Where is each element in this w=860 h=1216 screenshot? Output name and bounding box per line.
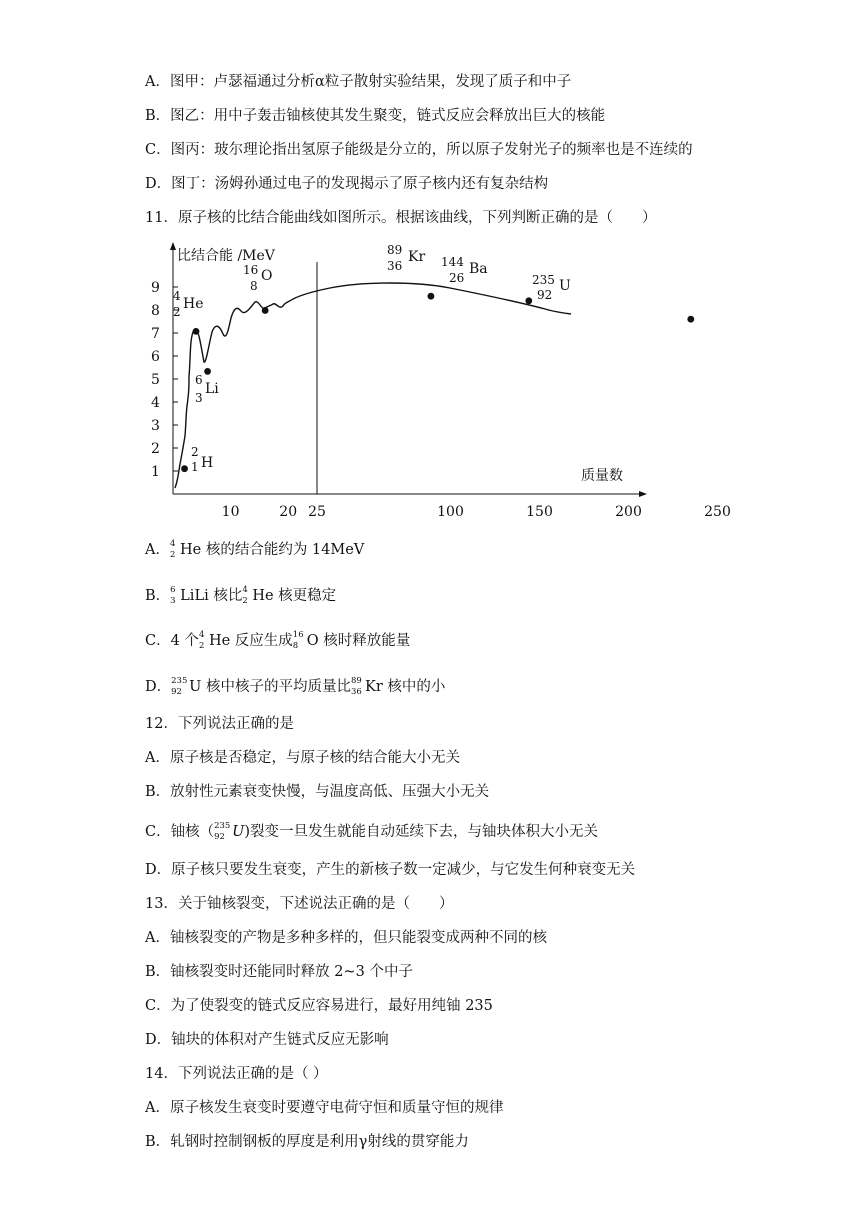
label-h-mass: 2	[191, 445, 199, 459]
q10-option-c: C．图丙：玻尔理论指出氢原子能级是分立的，所以原子发射光子的频率也是不连续的	[145, 142, 693, 158]
he-nuclide	[199, 631, 209, 651]
data-point-he	[193, 328, 200, 335]
q11-d-mid: U 核中核子的平均质量比	[189, 679, 351, 695]
u-atomic-number: 92	[214, 832, 225, 842]
q11-c-prefix: C．4 个	[145, 633, 199, 649]
data-point-ba	[525, 297, 532, 304]
label-he-symbol: He	[183, 296, 204, 312]
label-u-symbol: U	[559, 278, 571, 294]
he-nuclide	[242, 586, 252, 606]
data-point-h	[181, 465, 188, 472]
q11-b-mid: Li 核比	[194, 588, 243, 604]
q12-option-c	[145, 822, 598, 842]
q11-b-text: He 核更稳定	[252, 588, 337, 604]
data-point-o	[262, 307, 269, 314]
label-ba-charge: 26	[449, 271, 465, 285]
label-ba-mass: 144	[441, 255, 464, 269]
label-li-mass: 6	[195, 373, 203, 387]
y-tick-label: 1	[151, 464, 160, 480]
q13-option-b: B．铀核裂变时还能同时释放 2~3 个中子	[145, 964, 413, 980]
x-tick-label: 10	[221, 504, 240, 520]
q11-d-text: Kr 核中的小	[364, 679, 446, 695]
q11-a-text: He 核的结合能约为 14MeV	[179, 542, 365, 558]
data-point-li	[204, 368, 211, 375]
label-u-mass: 235	[532, 273, 555, 287]
point-labels	[173, 243, 571, 474]
x-tick-label: 200	[615, 504, 642, 520]
q13-option-a: A．铀核裂变的产物是多种多样的，但只能裂变成两种不同的核	[145, 930, 547, 946]
q11-c-text: O 核时释放能量	[306, 633, 411, 649]
u-mass-number: 235	[214, 821, 231, 831]
q13-stem: 13．关于铀核裂变，下述说法正确的是（ ）	[145, 896, 454, 912]
q12-option-b: B．放射性元素衰变快慢，与温度高低、压强大小无关	[145, 784, 490, 800]
q14-option-a: A．原子核发生衰变时要遵守电荷守恒和质量守恒的规律	[145, 1100, 504, 1116]
q10-option-b: B．图乙：用中子轰击铀核使其发生聚变，链式反应会释放出巨大的核能	[145, 108, 606, 124]
q11-option-b	[145, 586, 336, 606]
label-li-symbol: Li	[205, 381, 219, 397]
data-point-kr	[428, 293, 435, 300]
x-axis-label: 质量数	[581, 468, 623, 484]
label-h-symbol: H	[201, 455, 214, 471]
label-he-charge: 2	[173, 305, 181, 319]
chart-axes	[170, 242, 647, 497]
q12-option-a: A．原子核是否稳定，与原子核的结合能大小无关	[145, 750, 460, 766]
q10-option-a: A．图甲：卢瑟福通过分析α粒子散射实验结果，发现了质子和中子	[145, 74, 572, 90]
y-tick-label: 7	[151, 326, 160, 342]
he-nuclide	[170, 540, 180, 560]
data-points	[181, 293, 694, 472]
q13-option-d: D．铀块的体积对产生链式反应无影响	[145, 1032, 389, 1048]
q11-d-prefix: D．	[145, 679, 172, 695]
he-mass-number: 4	[242, 585, 248, 595]
x-tick-label: 20	[279, 504, 298, 520]
q10-option-d: D．图丁：汤姆孙通过电子的发现揭示了原子核内还有复杂结构	[145, 176, 549, 192]
li-nuclide	[170, 586, 180, 606]
label-kr-symbol: Kr	[408, 249, 426, 265]
y-tick-label: 8	[151, 303, 160, 319]
he-mass-number: 4	[169, 539, 176, 549]
x-tick-label: 250	[704, 504, 731, 520]
x-tick-label: 100	[437, 504, 464, 520]
o-atomic-number: 8	[292, 641, 299, 651]
label-li-charge: 3	[195, 391, 203, 405]
y-tick-label: 2	[151, 441, 160, 457]
label-kr-mass: 89	[387, 243, 403, 257]
x-tick-label: 25	[308, 504, 326, 520]
o-nuclide	[293, 631, 307, 651]
label-he-mass: 4	[173, 289, 181, 303]
q11-option-a	[145, 540, 364, 560]
q14-option-b: B．轧钢时控制钢板的厚度是利用γ射线的贯穿能力	[145, 1134, 469, 1150]
y-tick-label: 9	[151, 280, 160, 296]
label-o-mass: 16	[243, 263, 259, 277]
q12-c-text: )裂变一旦发生就能自动延续下去，与铀块体积大小无关	[244, 824, 598, 840]
binding-energy-curve	[175, 283, 571, 488]
x-ticks	[222, 504, 731, 520]
y-tick-label: 6	[151, 349, 160, 365]
u-mass-number: 235	[171, 676, 188, 686]
q12-c-prefix: C．铀核（	[145, 824, 215, 840]
q11-option-c	[145, 631, 410, 651]
q11-c-mid: He 反应生成	[208, 633, 293, 649]
kr-mass-number: 89	[350, 676, 362, 686]
y-tick-label: 5	[151, 372, 160, 388]
q14-stem: 14．下列说法正确的是（ ）	[145, 1066, 328, 1082]
label-kr-charge: 36	[387, 259, 403, 273]
u-nuclide	[171, 677, 189, 697]
data-point-u	[687, 316, 694, 323]
q12-option-d: D．原子核只要发生衰变，产生的新核子数一定减少，与它发生何种衰变无关	[145, 862, 636, 878]
kr-nuclide	[351, 677, 365, 697]
y-axis-label: 比结合能 /MeV	[177, 248, 275, 264]
u-symbol: U	[232, 824, 245, 840]
li-atomic-number: 3	[170, 596, 176, 606]
o-mass-number: 16	[292, 630, 304, 640]
y-tick-label: 4	[151, 395, 160, 411]
li-symbol: Li	[180, 588, 195, 604]
he-atomic-number: 2	[169, 550, 176, 560]
y-tick-label: 3	[151, 418, 160, 434]
q11-option-d	[145, 677, 445, 697]
label-h-charge: 1	[191, 460, 199, 474]
he-atomic-number: 2	[198, 641, 205, 651]
label-u-charge: 92	[537, 288, 553, 302]
q13-option-c: C．为了使裂变的链式反应容易进行，最好用纯铀 235	[145, 998, 493, 1014]
label-o-charge: 8	[250, 279, 258, 293]
u-nuclide	[214, 822, 232, 842]
q11-a-prefix: A．	[145, 542, 170, 558]
q11-stem: 11．原子核的比结合能曲线如图所示。根据该曲线，下列判断正确的是（ ）	[145, 210, 657, 226]
u-atomic-number: 92	[171, 687, 182, 697]
q12-stem: 12．下列说法正确的是	[145, 716, 294, 732]
he-mass-number: 4	[198, 630, 205, 640]
q11-b-prefix: B．	[145, 588, 171, 604]
li-mass-number: 6	[170, 585, 176, 595]
label-ba-symbol: Ba	[469, 261, 488, 277]
binding-energy-chart	[135, 236, 731, 526]
kr-atomic-number: 36	[350, 687, 362, 697]
label-o-symbol: O	[261, 268, 273, 284]
x-tick-label: 150	[526, 504, 553, 520]
he-atomic-number: 2	[242, 596, 248, 606]
